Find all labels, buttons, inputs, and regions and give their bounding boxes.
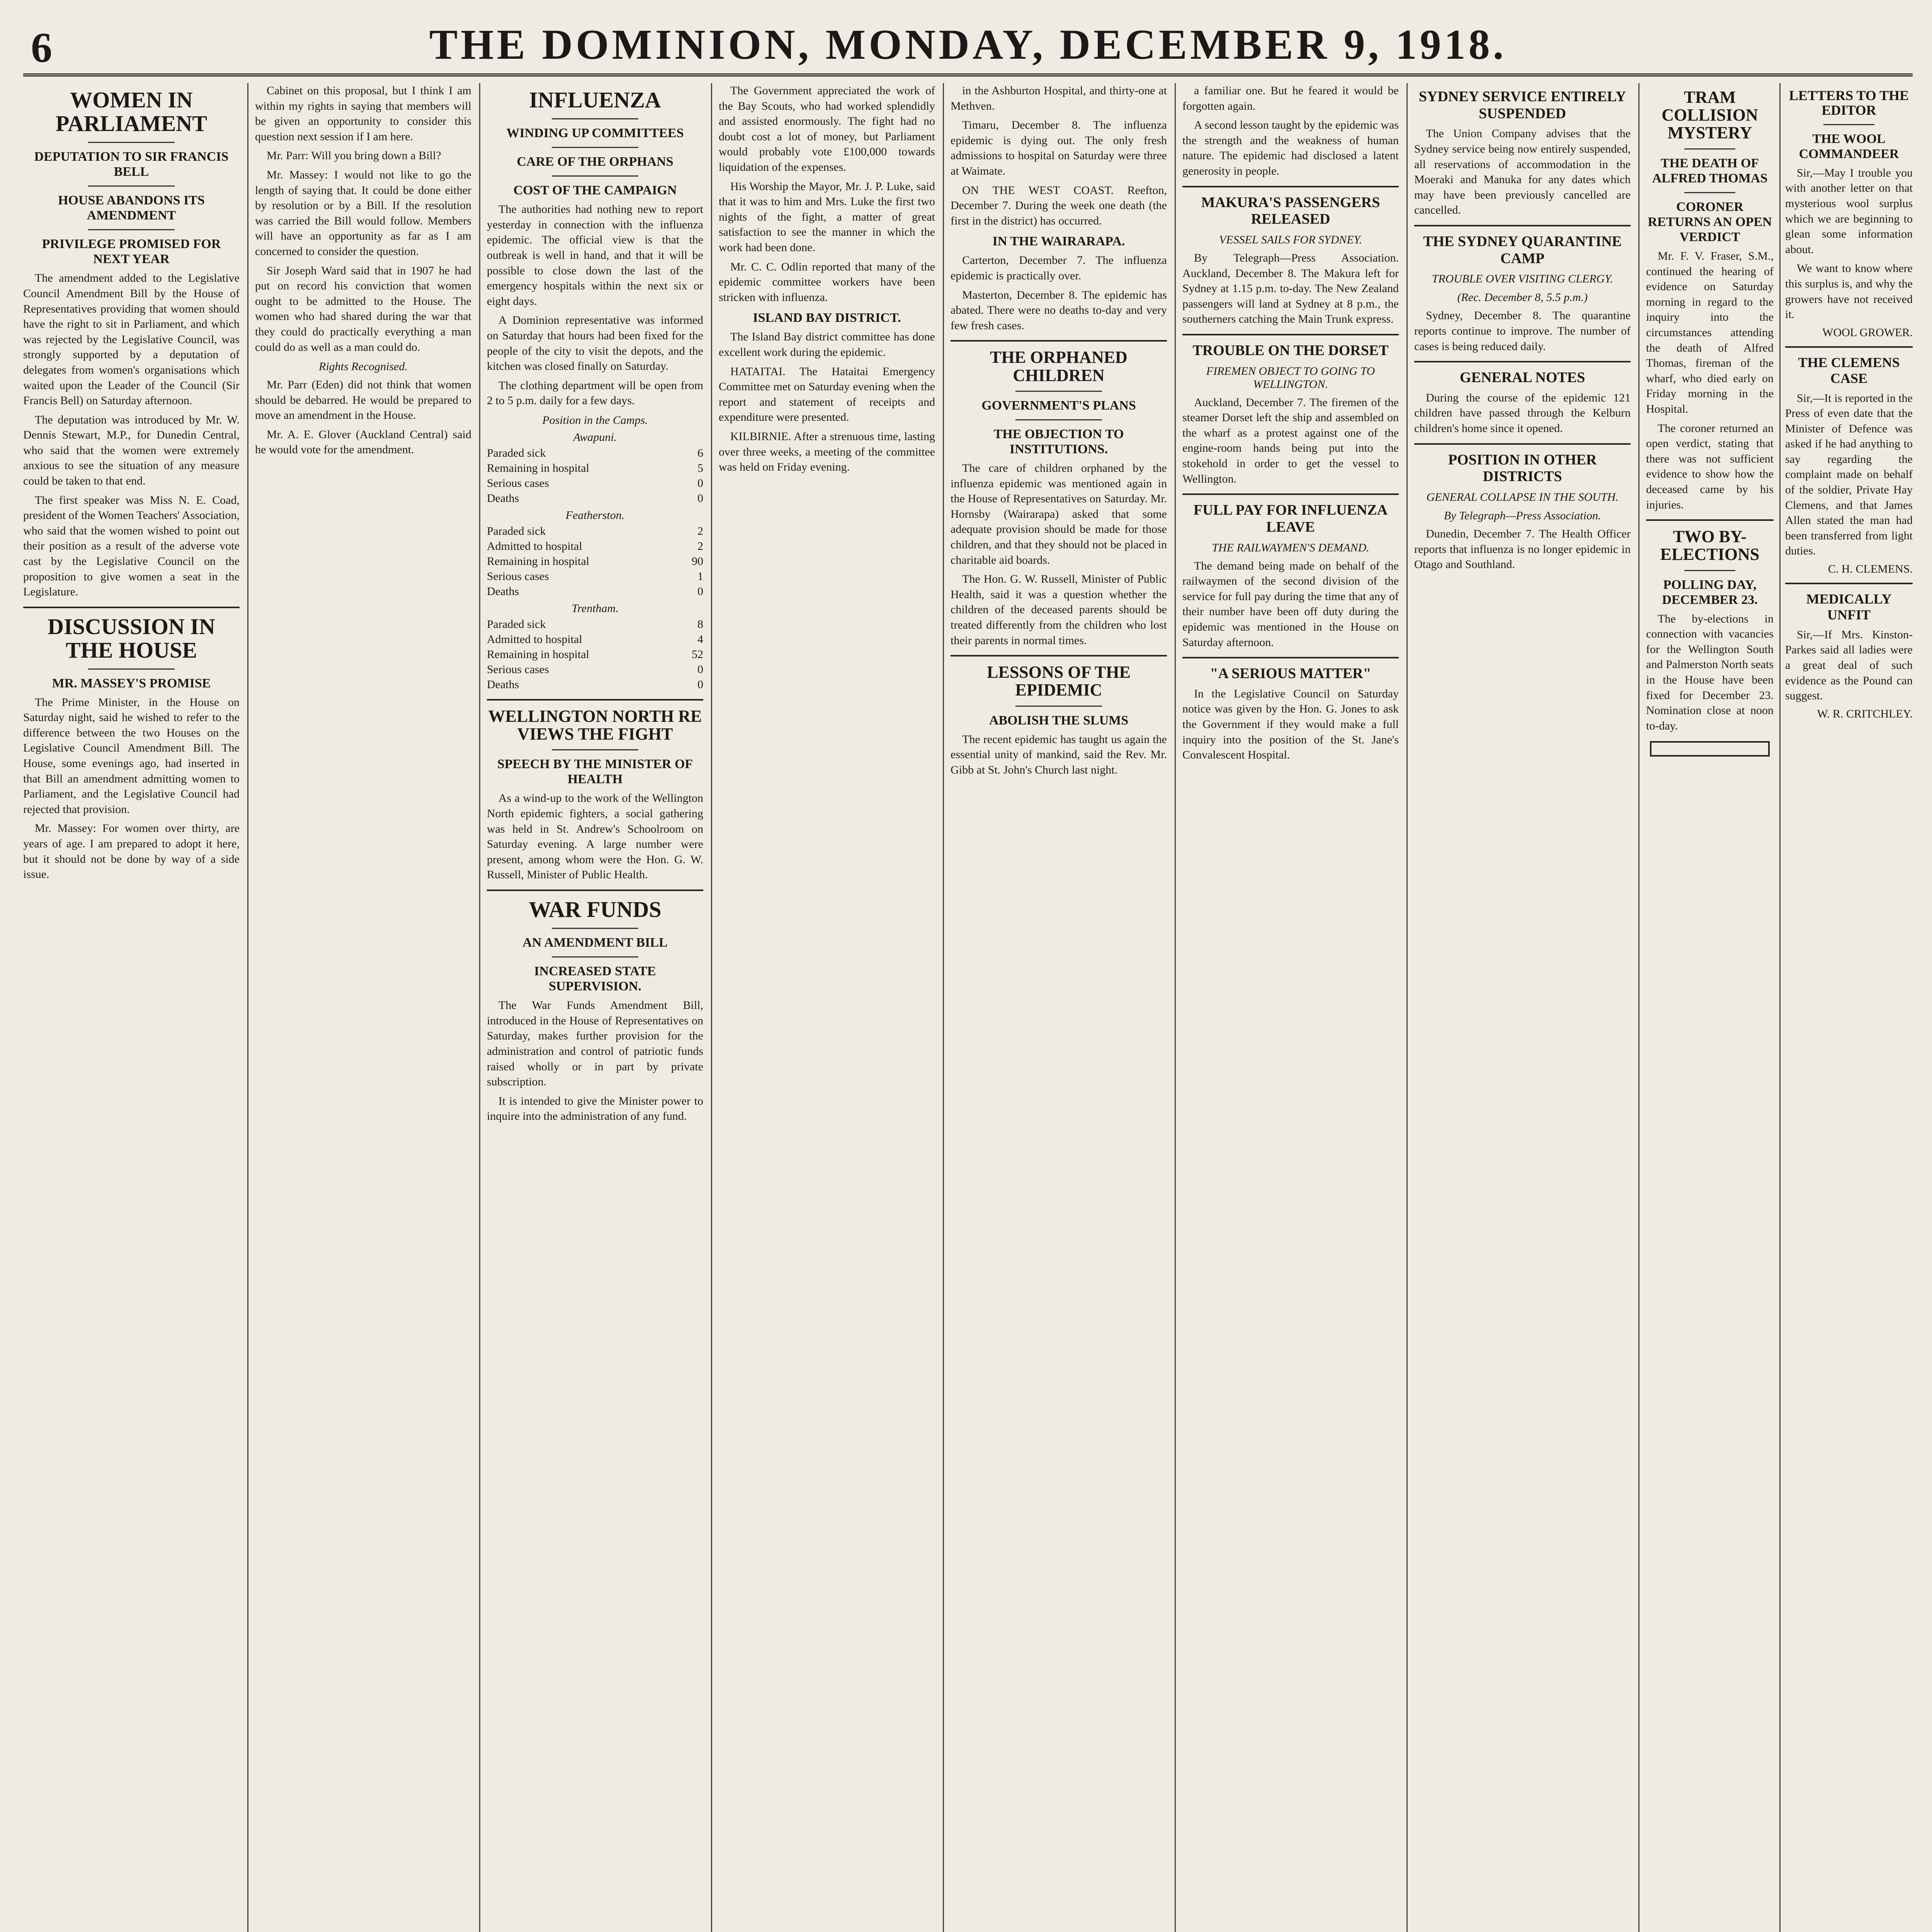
article-paragraph: During the course of the epidemic 121 children have passed through the Kelburn children's home since it opened. xyxy=(1414,391,1631,435)
camp-row-label: Paraded sick xyxy=(487,446,546,459)
camp-row xyxy=(487,584,703,599)
headline: THE SYDNEY QUARANTINE CAMP xyxy=(1423,233,1622,267)
camp-row xyxy=(487,647,703,662)
article-paragraph: HATAITAI. The Hataitai Emergency Committee met on Saturday evening when the report and statement of receipts and expenditure were presented. xyxy=(719,365,935,424)
camp-row-value: 52 xyxy=(692,648,703,661)
camp-row-value: 6 xyxy=(697,446,703,459)
camp-row-value: 8 xyxy=(697,617,703,631)
headline: DISCUSSION IN THE HOUSE xyxy=(48,614,215,663)
headline: THE CLEMENS CASE xyxy=(1798,354,1900,386)
page-title: THE DOMINION, MONDAY, DECEMBER 9, 1918. xyxy=(429,21,1507,68)
column-3 xyxy=(487,83,703,1932)
camp-row-label: Deaths xyxy=(487,585,519,598)
camp-row-value: 2 xyxy=(697,524,703,537)
headline: TRAM COLLISION MYSTERY xyxy=(1662,88,1758,143)
subhead: DEPUTATION TO SIR FRANCIS BELL xyxy=(34,149,229,179)
article-paragraph: The first speaker was Miss N. E. Coad, president of the Women Teachers' Association, who said that the women wished to point out their position as a result of the adverse vote cast by the Legislative Council on the proposition to give women a seat in the Legislature. xyxy=(23,493,240,599)
headline: LETTERS TO THE EDITOR xyxy=(1789,88,1909,118)
camp-name: Trentham. xyxy=(571,602,619,615)
subhead: CORONER RETURNS AN OPEN VERDICT xyxy=(1648,199,1772,244)
article-paragraph: The by-elections in connection with vacancies for the Wellington South and Palmerston North seats in the House have been fixed for December 23. Nomination close at noon to-day. xyxy=(1646,612,1774,732)
article-paragraph: The demand being made on behalf of the railwaymen of the second division of the service for full pay during the time that any of their number have been off duty during the epidemic was mentioned in the House on Saturday afternoon. xyxy=(1182,559,1399,649)
camp-row-value: 1 xyxy=(697,570,703,583)
camp-row-value: 0 xyxy=(697,476,703,490)
subhead: FIREMEN OBJECT TO GOING TO WELLINGTON. xyxy=(1206,364,1375,391)
headline: WOMEN IN PARLIAMENT xyxy=(55,87,207,136)
article-paragraph: Carterton, December 7. The influenza epidemic is practically over. xyxy=(951,254,1167,282)
column-8 xyxy=(1646,83,1774,1932)
article-paragraph: The Island Bay district committee has done excellent work during the epidemic. xyxy=(719,330,935,359)
article-paragraph: It is intended to give the Minister power to inquire into the administration of any fund. xyxy=(487,1094,703,1123)
subhead: PRIVILEGE PROMISED FOR NEXT YEAR xyxy=(42,237,221,267)
article-paragraph: Sir,—May I trouble you with another letter on that mysterious wool surplus which we are beginning to glean some information about. xyxy=(1785,166,1913,256)
subhead: COST OF THE CAMPAIGN xyxy=(513,183,677,198)
camp-row-label: Remaining in hospital xyxy=(487,648,589,661)
article-paragraph: The Prime Minister, in the House on Saturday night, said he wished to refer to the difference between the two Houses on the Legislative Council Amendment Bill. The House, some evenings ago, had inserted in that Bill an amendment admitting women to Parliament, and the Legislative Council had rejected that provision. xyxy=(23,696,240,816)
article-paragraph: A Dominion representative was informed on Saturday that hours had been fixed for the people of the city to visit the depots, and the kitchen was closed finally on Saturday. xyxy=(487,314,703,373)
article-paragraph: The coroner returned an open verdict, stating that there was not sufficient evidence to show how the deceased came by his injuries. xyxy=(1646,422,1774,511)
camp-row xyxy=(487,632,703,647)
headline: LESSONS OF THE EPIDEMIC xyxy=(987,663,1131,700)
article-paragraph: Masterton, December 8. The epidemic has abated. There were no deaths to-day and very few fresh cases. xyxy=(951,288,1167,332)
article-paragraph: Mr. Massey: I would not like to go the length of saying that. It could be done either by resolution or by a Bill. If the resolution was carried the Bill would follow. Members will have an opportunity as far as I am concerned to consider the question. xyxy=(255,168,471,258)
camp-row xyxy=(487,617,703,632)
article-paragraph: The clothing department will be open from 2 to 5 p.m. daily for a few days. xyxy=(487,379,703,407)
article-paragraph: Mr. Parr: Will you bring down a Bill? xyxy=(267,149,441,162)
article-paragraph: Dunedin, December 7. The Health Officer reports that influenza is no longer epidemic in Otago and Southland. xyxy=(1414,527,1631,571)
article-paragraph: The deputation was introduced by Mr. W. Dennis Stewart, M.P., for Dunedin Central, who said that the women were extremely anxious to see the situation of any measure could be taken to that end. xyxy=(23,413,240,488)
columns-area xyxy=(23,83,1913,1932)
subhead: TROUBLE OVER VISITING CLERGY. xyxy=(1432,272,1613,286)
article-paragraph: The Union Company advises that the Sydney service being now entirely suspended, all reservations of accommodation in the Moeraki and Manuka for any dates which may have been previously cancelled are cancelled. xyxy=(1414,127,1631,217)
article-paragraph: ON THE WEST COAST. Reefton, December 7. During the week one death (the first in the district) has occurred. xyxy=(951,184,1167,227)
camp-row xyxy=(487,554,703,569)
article-paragraph: In the Legislative Council on Saturday notice was given by the Hon. G. Jones to ask the Government if they would make a full inquiry into the position of the St. Jane's Convalescent Hospital. xyxy=(1182,687,1399,762)
subhead: AN AMENDMENT BILL xyxy=(522,935,668,950)
article-paragraph: Cabinet on this proposal, but I think I am within my rights in saying that members will be given an opportunity to consider this question next session if I am here. xyxy=(255,84,471,143)
subhead: ISLAND BAY DISTRICT. xyxy=(753,311,901,325)
camp-row xyxy=(487,569,703,584)
subhead: Rights Recognised. xyxy=(319,360,408,373)
signoff: WOOL GROWER. xyxy=(1822,326,1913,339)
subhead: ABOLISH THE SLUMS xyxy=(989,713,1129,728)
signoff: W. R. CRITCHLEY. xyxy=(1817,707,1913,720)
subhead: Position in the Camps. xyxy=(542,413,648,427)
subhead: THE RAILWAYMEN'S DEMAND. xyxy=(1212,541,1369,554)
camp-row xyxy=(487,524,703,539)
newspaper-page xyxy=(23,15,1913,1932)
camp-row xyxy=(487,446,703,461)
headline: INFLUENZA xyxy=(529,87,661,112)
page-number: 6 xyxy=(31,24,52,71)
article-paragraph: The amendment added to the Legislative Council Amendment Bill by the House of Representatives providing that women should have the right to sit in Parliament, and which was rejected by the Legislative Council, was strongly supported by a deputation of delegates from women's organisations which waited upon the Leader of the Council (Sir Francis Bell) on Saturday afternoon. xyxy=(23,272,240,407)
headline: FULL PAY FOR INFLUENZA LEAVE xyxy=(1193,502,1388,535)
column-6 xyxy=(1182,83,1399,1932)
column-5 xyxy=(951,83,1167,1932)
camp-row-label: Serious cases xyxy=(487,663,549,676)
article-paragraph: Sydney, December 8. The quarantine reports continue to improve. The number of cases is being reduced daily. xyxy=(1414,309,1631,353)
camp-row xyxy=(487,677,703,692)
headline: WAR FUNDS xyxy=(529,897,662,922)
camp-row-value: 90 xyxy=(692,554,703,568)
article-paragraph: Mr. C. C. Odlin reported that many of the epidemic committee workers have been stricken with influenza. xyxy=(719,260,935,304)
camp-row xyxy=(487,539,703,554)
article-paragraph: The Hon. G. W. Russell, Minister of Public Health, said it was a question whether the children of the deceased parents should be treated differently from the children who lost their parents in normal times. xyxy=(951,573,1167,647)
headline: SYDNEY SERVICE ENTIRELY SUSPENDED xyxy=(1418,88,1626,122)
article-paragraph: Mr. Massey: For women over thirty, are years of age. I am prepared to adopt it here, but it should not be done by way of a side issue. xyxy=(23,822,240,881)
camp-row-label: Remaining in hospital xyxy=(487,554,589,568)
article-paragraph: His Worship the Mayor, Mr. J. P. Luke, said that it was to him and Mrs. Luke the first two nights of the fight, a matter of great satisfaction to see the manner in which the work had been done. xyxy=(719,180,935,254)
article-paragraph: By Telegraph—Press Association. Auckland, December 8. The Makura left for Sydney at 1.15 p.m. to-day. The New Zealand passengers will land at Sydney at 8 p.m., the southerners catching the Main Trunk express. xyxy=(1182,251,1399,326)
article-paragraph: a familiar one. But he feared it would be forgotten again. xyxy=(1182,84,1399,112)
subhead: THE DEATH OF ALFRED THOMAS xyxy=(1652,156,1768,185)
camp-row-value: 4 xyxy=(697,633,703,646)
article-paragraph: The authorities had nothing new to report yesterday in connection with the influenza epidemic. The official view is that the outbreak is well in hand, and that it will be possible to close down the last of the emergency hospitals within the next six or eight days. xyxy=(487,203,703,308)
advertisement xyxy=(1650,741,1770,757)
camp-row-label: Serious cases xyxy=(487,476,549,490)
camp-row-label: Paraded sick xyxy=(487,524,546,537)
subhead: GOVERNMENT'S PLANS xyxy=(981,398,1136,413)
headline: TWO BY-ELECTIONS xyxy=(1660,527,1760,564)
camps-table xyxy=(487,431,703,692)
camp-row xyxy=(487,461,703,476)
camp-row-label: Paraded sick xyxy=(487,617,546,631)
subhead: THE OBJECTION TO INSTITUTIONS. xyxy=(993,427,1124,456)
masthead xyxy=(23,15,1913,77)
column-4 xyxy=(719,83,935,1932)
subhead: MR. MASSEY'S PROMISE xyxy=(52,676,211,690)
headline: WELLINGTON NORTH RE VIEWS THE FIGHT xyxy=(488,706,702,744)
subhead: VESSEL SAILS FOR SYDNEY. xyxy=(1219,233,1362,246)
signoff: C. H. CLEMENS. xyxy=(1828,563,1913,576)
subhead: By Telegraph—Press Association. xyxy=(1444,509,1601,522)
article-paragraph: Mr. Parr (Eden) did not think that women should be debarred. He would be prepared to move an amendment in the House. xyxy=(255,378,471,422)
camp-row-value: 0 xyxy=(697,678,703,691)
camp-row xyxy=(487,662,703,677)
camp-row-value: 0 xyxy=(697,492,703,505)
column-9 xyxy=(1785,83,1913,1932)
subhead: THE WOOL COMMANDEER xyxy=(1799,131,1899,161)
article-paragraph: KILBIRNIE. After a strenuous time, lasting over three weeks, a meeting of the committee was held on Friday evening. xyxy=(719,430,935,474)
article-paragraph: Sir,—It is reported in the Press of even date that the Minister of Defence was asked if he had anything to say regarding the complaint made on behalf of the soldier, Private Hay Clemens, and that James Allen stated the man had been transferred from light duties. xyxy=(1785,391,1913,558)
article-paragraph: Mr. F. V. Fraser, S.M., continued the hearing of evidence on Saturday morning in regard to the inquiry into the circumstances attending the death of Alfred Thomas, fireman of the wharf, who died early on Friday morning in the Hospital. xyxy=(1646,250,1774,415)
subhead: SPEECH BY THE MINISTER OF HEALTH xyxy=(497,757,693,787)
subhead: INCREASED STATE SUPERVISION. xyxy=(534,964,656,994)
article-paragraph: We want to know where this surplus is, and why the growers have not received it. xyxy=(1785,262,1913,321)
article-paragraph: A second lesson taught by the epidemic was the strength and the weakness of human nature. The epidemic had disclosed a latent generosity in people. xyxy=(1182,119,1399,177)
headline: "A SERIOUS MATTER" xyxy=(1210,665,1371,682)
camp-row-label: Serious cases xyxy=(487,570,549,583)
article-paragraph: The Government appreciated the work of the Bay Scouts, who had worked splendidly and assisted enormously. The fight had no doubt cost a lot of money, but Parliament would probably vote £100,000 towards liquidation of the expenses. xyxy=(719,84,935,173)
headline: GENERAL NOTES xyxy=(1459,369,1585,386)
camp-name: Featherston. xyxy=(565,509,625,522)
article-paragraph: The War Funds Amendment Bill, introduced in the House of Representatives on Saturday, makes further provision for the administration and control of patriotic funds raised wholly or in part by private subscription. xyxy=(487,999,703,1088)
article-paragraph: Sir Joseph Ward said that in 1907 he had put on record his conviction that women ought to be admitted to the House. The women who had shared during the war that they could do practically everything a man could do as well as a man could do. xyxy=(255,264,471,354)
article-paragraph: in the Ashburton Hospital, and thirty-one at Methven. xyxy=(951,84,1167,112)
subhead: CARE OF THE ORPHANS xyxy=(517,154,673,169)
camp-row-value: 2 xyxy=(697,539,703,553)
headline: TROUBLE ON THE DORSET xyxy=(1192,342,1389,359)
article-paragraph: As a wind-up to the work of the Wellington North epidemic fighters, a social gathering was held in St. Andrew's Schoolroom on Saturday evening. A large number were present, among whom were the Hon. G. W. Russell, Minister of Public Health. xyxy=(487,792,703,881)
camp-name: Awapuni. xyxy=(573,430,617,444)
camp-row-label: Admitted to hospital xyxy=(487,539,582,553)
article-paragraph: Sir,—If Mrs. Kinston-Parkes said all ladies were a great deal of such evidence as the Pound can suggest. xyxy=(1785,628,1913,702)
column-1 xyxy=(23,83,240,1932)
subhead: GENERAL COLLAPSE IN THE SOUTH. xyxy=(1426,490,1619,503)
subhead: POLLING DAY, DECEMBER 23. xyxy=(1662,577,1758,607)
headline: MAKURA'S PASSENGERS RELEASED xyxy=(1201,194,1380,228)
article-paragraph: Mr. A. E. Glover (Auckland Central) said he would vote for the amendment. xyxy=(255,428,471,456)
subhead: (Rec. December 8, 5.5 p.m.) xyxy=(1457,291,1588,304)
article-paragraph: The recent epidemic has taught us again the essential unity of mankind, said the Rev. Mr. Gibb at St. John's Church last night. xyxy=(951,733,1167,776)
article-paragraph: Auckland, December 7. The firemen of the steamer Dorset left the ship and assembled on the wharf as a protest against one of the engine-room hands being put into the stokehold in order to get the vessel to Wellington. xyxy=(1182,396,1399,485)
camp-row-value: 5 xyxy=(697,461,703,474)
headline: THE ORPHANED CHILDREN xyxy=(990,348,1128,385)
camp-row xyxy=(487,476,703,491)
article-paragraph: The care of children orphaned by the influenza epidemic was mentioned again in the House of Representatives on Saturday. Mr. Hornsby (Wairarapa) asked that some adequate provision should be made for those children, and that they should not be placed in charitable aid boards. xyxy=(951,462,1167,566)
subhead: IN THE WAIRARAPA. xyxy=(992,234,1125,249)
subhead: WINDING UP COMMITTEES xyxy=(506,126,684,140)
camp-row-label: Admitted to hospital xyxy=(487,633,582,646)
article-paragraph: Timaru, December 8. The influenza epidemic is dying out. The only fresh admissions to hospital on Saturday were three at Waimate. xyxy=(951,119,1167,177)
column-2 xyxy=(255,83,471,1932)
camp-row-value: 0 xyxy=(697,663,703,676)
camp-row-label: Remaining in hospital xyxy=(487,461,589,474)
camp-row-label: Deaths xyxy=(487,678,519,691)
headline: POSITION IN OTHER DISTRICTS xyxy=(1448,451,1597,485)
camp-row xyxy=(487,491,703,506)
headline: MEDICALLY UNFIT xyxy=(1806,591,1892,623)
camp-row-value: 0 xyxy=(697,585,703,598)
column-7 xyxy=(1414,83,1631,1932)
camp-row-label: Deaths xyxy=(487,492,519,505)
subhead: HOUSE ABANDONS ITS AMENDMENT xyxy=(58,193,205,223)
